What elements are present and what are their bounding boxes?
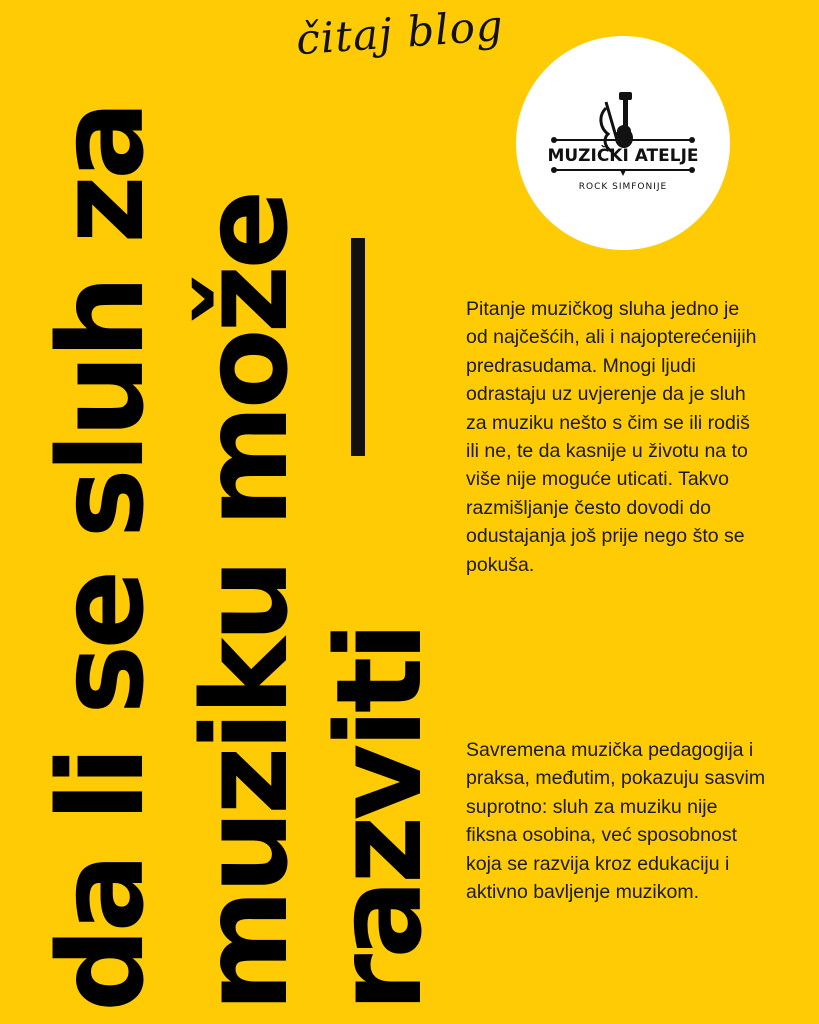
headline-line-1: da li se sluh za — [32, 105, 170, 1012]
body-paragraph-1: Pitanje muzičkog sluha jedno je od najčešćih, ali i najopterećenijih predrasudama. Mnogi ljudi odrastaju uz uvjerenje da je sluh za muziku nešto s čim se ili rodiš ili ne, te da kasnije u životu na to više nije moguće uticati. Takvo razmišljanje često dovodi do odustajanja još prije nego što se pokuša. — [466, 298, 757, 576]
logo-badge[interactable] — [516, 36, 730, 250]
body-paragraph-2: Savremena muzička pedagogija i praksa, međutim, pokazuju sasvim suprotno: sluh za muziku nije fiksna osobina, već sposobnost koja se razvija kroz edukaciju i aktivno bavljenje muzikom. — [466, 739, 766, 904]
guitar-violin-icon — [516, 36, 730, 250]
headline-line-3: razviti — [310, 626, 448, 1012]
em-dash-divider — [351, 238, 365, 456]
logo-subtitle: ROCK SIMFONIJE — [578, 182, 668, 192]
read-blog-title: čitaj blog — [294, 0, 506, 65]
headline-line-2: muziku može — [176, 194, 314, 1012]
logo-name: MUZIČKI ATELJE — [547, 146, 699, 166]
